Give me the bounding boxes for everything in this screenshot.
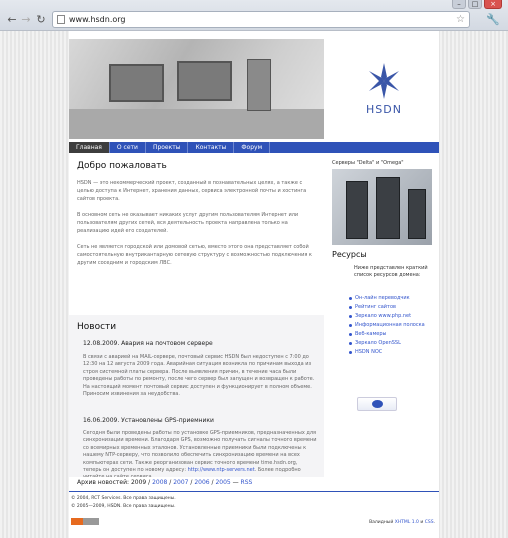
resource-link[interactable]: Рейтинг сайтов <box>349 303 425 312</box>
page-icon <box>57 15 65 24</box>
resource-link[interactable]: Веб-камеры <box>349 330 425 339</box>
forward-arrow-icon[interactable]: → <box>21 13 31 26</box>
sidebar <box>324 155 439 485</box>
resource-link[interactable]: Информационная полоска <box>349 321 425 330</box>
hsdn-logo-icon <box>367 61 401 101</box>
site-logo[interactable] <box>361 61 407 127</box>
copyright-line: © 2005—2009, HSDN. Все права защищены. <box>71 504 176 509</box>
server-photo-caption: Серверы "Delta" и "Omega" <box>332 160 404 166</box>
site-container <box>69 31 439 538</box>
resource-link[interactable]: Зеркало www.php.net <box>349 312 425 321</box>
menu-item-projects[interactable]: Проекты <box>146 142 189 153</box>
window-controls <box>452 0 502 9</box>
welcome-paragraph: Сеть не является городской или домовой сетью, вместо этого она представляет собой самостоятельную внутрикантарную сетевую структуру с возможностью подключения к другим соседним и городским ЛВС. <box>77 244 312 266</box>
site-header <box>69 39 439 139</box>
browser-toolbar <box>0 0 508 31</box>
news-item-title: 12.08.2009. Авария на почтовом сервере <box>83 340 213 347</box>
menu-item-home[interactable]: Главная <box>69 142 110 153</box>
news-item-title: 16.06.2009. Установлены GPS-приемники <box>83 417 214 424</box>
server-photo <box>332 169 432 245</box>
archive-current-year: 2009 <box>130 479 147 486</box>
back-arrow-icon[interactable]: ← <box>7 13 17 26</box>
news-item-text: В связи с аварией на MAIL-сервере, почтовый сервис HSDN был недоступен с 7:00 до 12:30 на 12 августа 2009 года. Аварийная ситуация возникла по причинам выхода из строя системной платы сервера. После выявления причин, в течение часа были проведены работы по ремонту, после чего сервер был запущен и возвращен к работе. На настоящий момент почтовый сервис доступен и функционирует в полном объеме. Приносим извинения за неудобства. <box>83 354 315 398</box>
resources-links <box>349 294 425 357</box>
welcome-paragraph: В основном сеть не оказывает никаких услуг другим пользователям Интернет или пользователям других сетей, вся деятельность проекта направлена только на реализацию идей его создателей. <box>77 212 299 234</box>
css-valid-link[interactable]: CSS <box>424 520 434 525</box>
minimize-icon[interactable]: – <box>452 0 466 9</box>
wrench-icon[interactable]: 🔧 <box>486 13 500 26</box>
main-menu <box>69 142 439 153</box>
news-item-text: Сегодня были проведены работы по установке GPS-приемников, предназначенных для синхронизации времени. Благодаря GPS, возможно получать сигналы точного времени со всемирных временных эталонов. Установленные приемники были подключены к нашему NTP-серверу, что позволило обеспечить синхронизацию времени на всех компьютерах сети. Также реорганизован сервис точного времени time.hsdn.org, теперь он доступен по новому адресу: http://www.ntp-servers.net. Более подробно <box>83 430 317 474</box>
bookmark-star-icon[interactable]: ☆ <box>456 14 465 25</box>
news-section <box>69 315 324 485</box>
menu-item-contacts[interactable]: Контакты <box>188 142 234 153</box>
rss-badge-icon[interactable] <box>71 518 99 525</box>
xhtml-valid-link[interactable]: XHTML 1.0 <box>394 520 419 525</box>
site-footer <box>69 491 439 538</box>
resource-link[interactable]: Он-лайн переводчик <box>349 294 425 303</box>
resource-link[interactable]: HSDN NOC <box>349 348 425 357</box>
archive-year-link[interactable]: 2005 <box>215 479 231 486</box>
welcome-section <box>69 155 324 311</box>
header-photo <box>69 39 324 139</box>
welcome-title: Добро пожаловать <box>77 161 167 171</box>
maximize-icon[interactable]: □ <box>468 0 482 9</box>
archive-year-link[interactable]: 2007 <box>173 479 189 486</box>
resource-link[interactable]: Зеркало OpenSSL <box>349 339 425 348</box>
news-archive: Архив новостей: 2009 / 2008 / 2007 / 2006 / 2005 — RSS <box>69 477 324 489</box>
partner-badge[interactable] <box>357 397 397 411</box>
archive-year-link[interactable]: 2006 <box>194 479 210 486</box>
reload-icon[interactable]: ↻ <box>36 13 46 26</box>
globe-icon <box>372 400 383 408</box>
menu-item-forum[interactable]: Форум <box>234 142 270 153</box>
validation-note: Валидный XHTML 1.0 и CSS. <box>369 520 435 525</box>
logo-text: HSDN <box>366 103 402 116</box>
page-viewport <box>0 31 508 538</box>
welcome-paragraph: HSDN — это некоммерческий проект, созданный в познавательных целях, а также с целью доступа к Интернет, хранения данных, сервиса электронной почты и хостинга сайтов проекта. <box>77 180 307 202</box>
copyright-line: © 2004, RCT Services. Все права защищены. <box>71 496 176 501</box>
address-url: www.hsdn.org <box>69 15 126 24</box>
archive-label: Архив новостей: <box>77 479 130 486</box>
resources-text: Ниже представлен краткий список ресурсов домена: <box>354 265 428 278</box>
rss-link[interactable]: RSS <box>240 479 253 486</box>
resources-title: Ресурсы <box>332 250 367 259</box>
menu-item-about[interactable]: О сети <box>110 142 146 153</box>
ntp-servers-link[interactable]: http://www.ntp-servers.net <box>187 467 255 474</box>
news-title: Новости <box>77 322 117 332</box>
close-icon[interactable]: × <box>484 0 502 9</box>
archive-year-link[interactable]: 2008 <box>152 479 168 486</box>
address-bar[interactable] <box>52 11 470 28</box>
